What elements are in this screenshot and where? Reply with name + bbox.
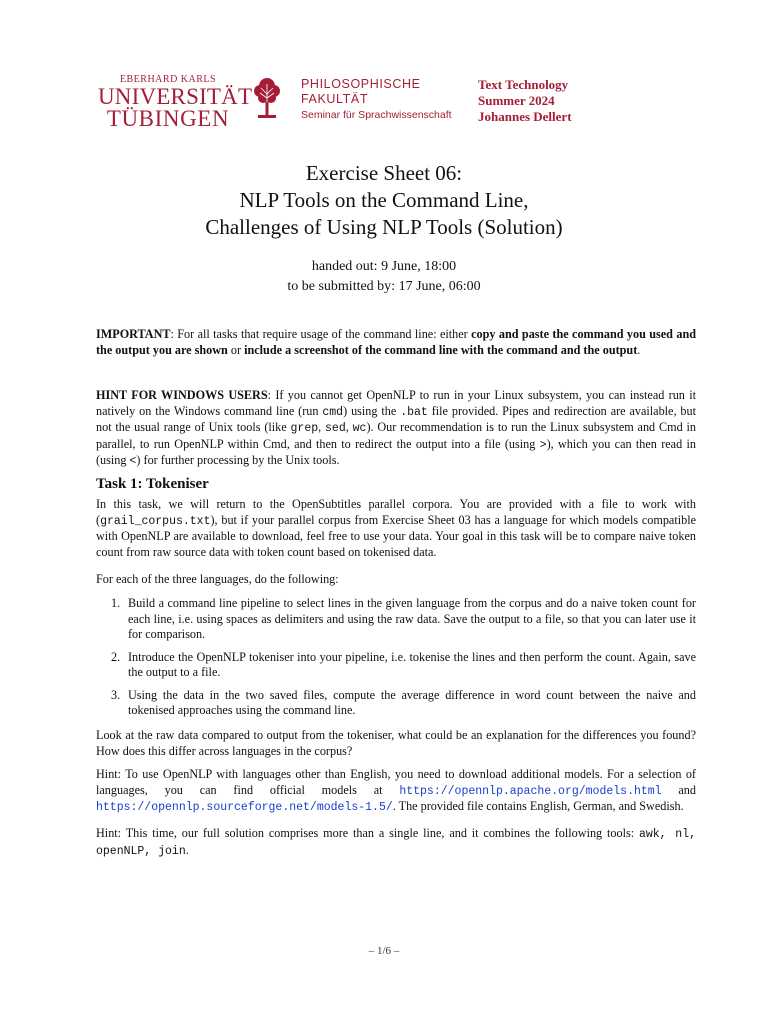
intro-text: ), but if your parallel corpus from Exercise Sheet 03 has a language for which models compatible with OpenNLP are available to download, feel free to use your data. Your goal in this task will be to compare naive token count from raw source data with token count based on tokenised data. [96,512,696,559]
inline-code: .bat [400,405,428,419]
course-lecturer: Johannes Dellert [478,109,572,124]
course-info [478,77,572,125]
handed-out-date: handed out: 9 June, 18:00 [311,259,457,274]
step-number: 2. [111,649,121,664]
task1-intro [96,497,696,560]
inline-code: awk, nl, openNLP, join [96,828,696,858]
step-text: Using the data in the two saved files, compute the average difference in word count between the naive and tokenised approaches using the command line. [128,687,696,717]
faculty-seminar: Seminar für Sprachwissenschaft [301,109,452,121]
task1-for-each: For each of the three languages, do the following: [96,572,339,586]
task1-steps [96,596,696,726]
important-text: : For all tasks that require usage of the command line: either [170,327,472,341]
hint-text: . [185,842,189,857]
hint-text: and [661,782,696,797]
important-text: . [637,342,641,357]
title-line2: NLP Tools on the Command Line, [239,188,529,212]
hint-text: ) using the [343,403,401,418]
dates-block [0,257,768,297]
hint-text: Hint: This time, our full solution comprises more than a single line, and it combines the following tools: [96,826,639,840]
task1-hint-tools [96,826,696,859]
hint-text: Hint: To use OpenNLP with languages other than English, you need to download additional models. For a selection of languages, you can find official models at [96,767,696,797]
inline-code: < [129,455,137,468]
task1-question: Look at the raw data compared to output from the tokeniser, what could be an explanation for the differences you found? How does this differ across languages in the corpus? [96,728,696,758]
important-text: or [227,342,245,357]
inline-code: sed [325,422,346,435]
list-item [96,688,696,719]
inline-code: cmd [322,405,344,419]
university-logo-line1: EBERHARD KARLS [119,74,217,85]
important-bold-1: copy and paste the command you used and the output you are shown [96,327,697,357]
hint-text: . The provided file contains English, German, and Swedish. [392,799,684,813]
title-line3: Challenges of Using NLP Tools (Solution) [205,215,563,239]
step-text: Build a command line pipeline to select lines in the given language from the corpus and do a naive token count for each line, i.e. using spaces as delimiters and using the raw data. Save the output to a file, so that you can later use it for comparison. [128,596,696,641]
faculty-logo [301,77,452,123]
intro-text: In this task, we will return to the OpenSubtitles parallel corpora. You are provided with a file to work with ( [96,497,696,527]
page-number: – 1/6 – [368,945,400,957]
university-logo-line3: TÜBINGEN [106,106,230,131]
page-header [0,74,768,134]
task1-hint-models [96,767,696,816]
list-item [96,596,696,643]
sourceforge-models-link[interactable]: https://opennlp.sourceforge.net/models-1.5/ [96,801,393,814]
step-text: Introduce the OpenNLP tokeniser into your pipeline, i.e. tokenise the lines and then perform the count. Again, save the output to a file. [128,649,696,679]
faculty-line2: FAKULTÄT [301,92,369,106]
hint-text: , [345,420,353,434]
faculty-line1: PHILOSOPHISCHE [301,77,421,91]
important-bold-2: include a screenshot of the command line with the command and the output [244,342,638,357]
title-line1: Exercise Sheet 06: [305,161,463,185]
inline-code: > [539,438,547,452]
hint-text: ), which you can then read in (using [96,436,696,467]
inline-code: grail_corpus.txt [100,514,211,528]
windows-hint [96,388,696,470]
university-logo [98,74,253,131]
task1-heading: Task 1: Tokeniser [96,476,209,492]
hint-text: ) for further processing by the Unix tools. [136,453,340,467]
important-note [96,327,696,358]
course-name: Text Technology [478,77,569,92]
hint-text: : If you cannot get OpenNLP to run in your Linux subsystem, you can instead run it natively on the Windows command line (run [96,388,696,418]
hint-text: ). Our recommendation is to run the Linux subsystem and Cmd in parallel, to run OpenNLP within Cmd, and then to redirect the output into a file (using [96,420,697,451]
tree-icon [252,76,282,120]
hint-text: , [318,420,326,434]
step-number: 3. [111,687,121,702]
apache-models-link[interactable]: https://opennlp.apache.org/models.html [399,784,662,798]
submission-date: to be submitted by: 17 June, 06:00 [287,279,481,294]
windows-hint-label: HINT FOR WINDOWS USERS [96,388,268,402]
list-item [96,650,696,681]
inline-code: grep [290,422,319,435]
hint-text: file provided. Pipes and redirection are available, but not the usual range of Unix tools (like [96,403,697,434]
page-title [0,160,768,241]
course-term: Summer 2024 [478,93,555,108]
university-logo-line2: UNIVERSITÄT [98,84,253,109]
important-label: IMPORTANT [96,327,171,341]
inline-code: wc [352,422,367,435]
step-number: 1. [111,596,121,610]
